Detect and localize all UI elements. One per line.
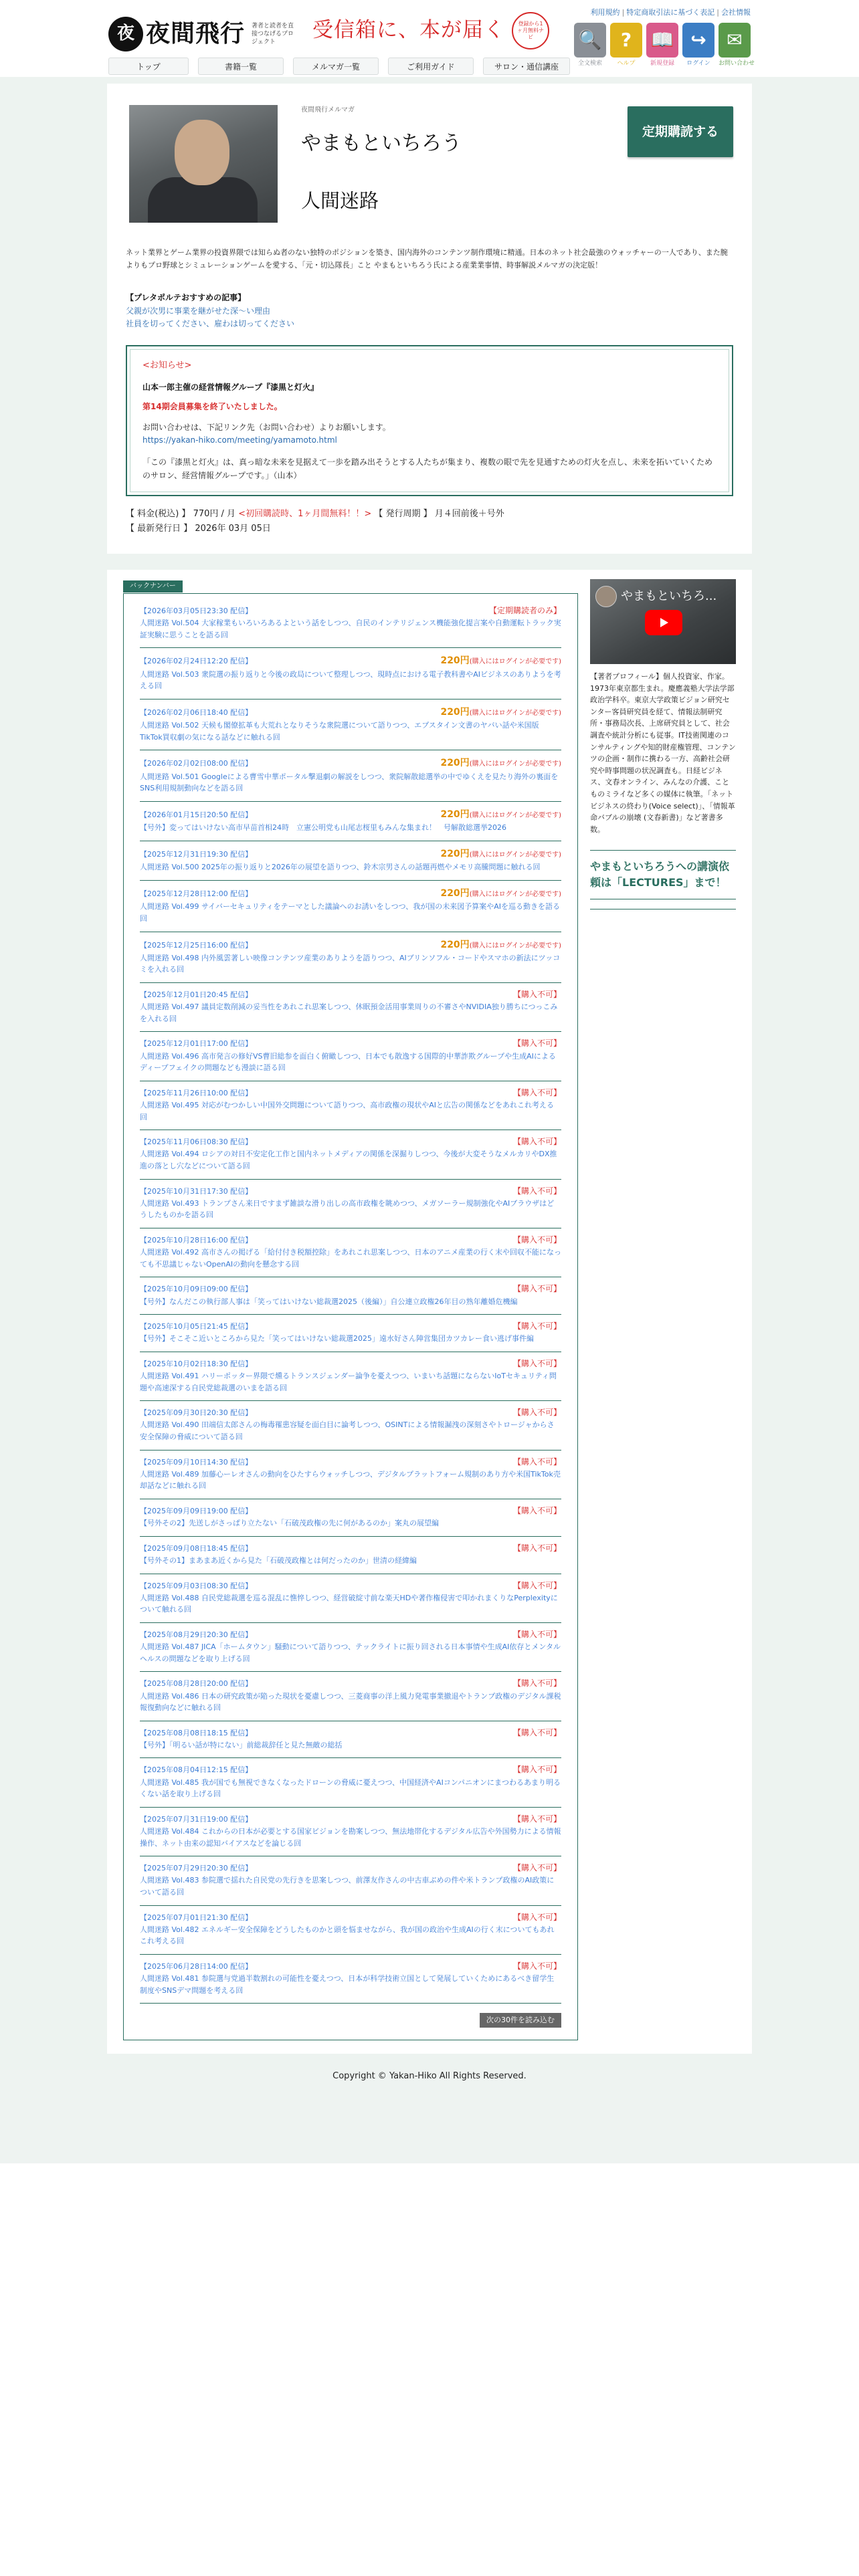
backnumber-section (123, 579, 578, 2040)
lecture-banner[interactable] (590, 850, 736, 899)
issue-title-link[interactable]: 【号外その2】先送しがさっぱり立たない「石破茂政権の先に何があるのか」案丸の展望編 (140, 1519, 439, 1528)
issue-item[interactable] (140, 1955, 561, 2004)
youtube-video[interactable] (590, 579, 736, 664)
issue-date: 【2025年10月02日18:30 配信】 (140, 1359, 253, 1368)
latest-label: 【 最新発行日 】 (126, 523, 193, 534)
issue-status: 【購入不可】 (512, 1186, 561, 1196)
issue-price[interactable]: 220円 (440, 848, 470, 859)
issue-title-link[interactable]: 人間迷路 Vol.481 参院選与党過半数割れの可能性を憂えつつ、日本が科学技術立国として発展していくためにあるべき留学生制度やSNSデマ問題を考える回 (140, 1974, 555, 1995)
header-icon-group (574, 23, 755, 68)
logo-text: 夜間飛行 (146, 19, 246, 47)
issue-header (140, 1960, 561, 1973)
issue-item[interactable] (140, 1081, 561, 1130)
issue-title-link[interactable]: 人間迷路 Vol.500 2025年の振り返りと2026年の展望を語りつつ、鈴木宗男さんの話題再燃やメモリ高騰問題に触れる回 (140, 863, 541, 872)
issue-date: 【2026年03月05日23:30 配信】 (140, 606, 253, 615)
contact-button[interactable] (719, 23, 755, 68)
login-label: ログイン (686, 60, 710, 67)
issue-title-link[interactable]: 人間迷路 Vol.502 天候も閣僚拡革も大荒れとなりそうな衆院選について語りつつ、エプスタイン文書のヤバい話や米国版TikTok買収劇の気になる話などに触れる回 (140, 721, 539, 742)
issue-status (440, 705, 561, 720)
notice-closed: 第14期会員募集を終了いたしました。 (142, 401, 282, 411)
issue-item[interactable] (140, 1672, 561, 1721)
issue-title-link[interactable]: 人間迷路 Vol.497 議員定数削減の妥当性をあれこれ思案しつつ、休眠預金活用事業周りの不審さやNVIDIA独り勝ちにつっこみを入れる回 (140, 1002, 558, 1023)
issue-header (140, 1234, 561, 1247)
issue-price[interactable]: 220円 (440, 706, 470, 718)
issue-item[interactable] (140, 1574, 561, 1623)
search-button[interactable] (574, 23, 606, 68)
issue-item[interactable] (140, 599, 561, 648)
channel-avatar (595, 586, 617, 607)
issue-title-link[interactable]: 人間迷路 Vol.486 日本の研究政策が陥った現状を憂慮しつつ、三菱商事の洋上風力発電事業撤退やトランプ政権のデジタル課税報復動向などに触れる回 (140, 1691, 561, 1713)
issue-status: 【購入不可】 (512, 1457, 561, 1467)
issue-date: 【2025年09月09日19:00 配信】 (140, 1507, 253, 1516)
top-links: 利用規約 | 特定商取引法に基づく表記 | 会社情報 (590, 8, 751, 17)
issue-item[interactable] (140, 1352, 561, 1401)
magazine-intro: ネット業界とゲーム業界の投資界隈では知らぬ者のない独特のポジションを築き、国内海外のコンテンツ制作環境に精通。日本のネット社会最強のウォッチャーの一人であり、また腕よりもプロ野球とシミュレーションゲームを愛する、「元・切込隊長」こと やまもといちろう氏による産業業事情、時事解説メルマガの決定版！ (126, 248, 728, 270)
recommended-link[interactable]: 父親が次男に事業を継がせた深〜い理由 (126, 306, 271, 316)
issue-header (140, 1320, 561, 1333)
issue-title-link[interactable]: 人間迷路 Vol.484 これからの日本が必要とする国家ビジョンを勘案しつつ、無法地帯化するデジタル広告や外国勢力による情報操作、ネット由来の認知バイアスなどを論じる回 (140, 1827, 561, 1848)
publisher-label: 夜間飛行メルマガ (301, 106, 355, 114)
main-content (107, 570, 752, 2054)
notice-text: お問い合わせは、下記リンク先（お問い合わせ）よりお願いします。 (142, 423, 391, 433)
header-banner[interactable] (312, 12, 549, 49)
issue-item[interactable] (140, 648, 561, 700)
commerce-law-link[interactable]: 特定商取引法に基づく表記 (626, 8, 715, 17)
site-footer (0, 2070, 859, 2163)
issue-header (140, 1727, 561, 1739)
issue-title-link[interactable]: 人間迷路 Vol.501 Googleによる曹雪中華ポータル撃退劇の解説をしつつ、衆院解散総選挙の中でゆくえを見たり海外の裏面をSNS利用規制動向などを語る回 (140, 772, 559, 793)
issue-status: 【購入不可】 (512, 1235, 561, 1245)
issue-status (440, 756, 561, 770)
issue-header (140, 1911, 561, 1924)
subscription-meta (126, 507, 733, 536)
issue-header (140, 1505, 561, 1517)
issue-status (440, 847, 561, 861)
issue-item[interactable] (140, 1758, 561, 1807)
issue-status: 【定期購読者のみ】 (488, 605, 561, 615)
issue-title-link[interactable]: 人間迷路 Vol.493 トランプさん来日ですまず雑談な滑り出しの高市政権を眺めつつ、メガソーラー規制強化やAIブラウザはどうしたものかを語る回 (140, 1198, 555, 1220)
author-photo (129, 105, 278, 223)
notice-box (126, 345, 733, 496)
sidebar (590, 579, 736, 2040)
issue-status: 【購入不可】 (512, 990, 561, 1000)
main-background (0, 570, 859, 2070)
issue-status: 【購入不可】 (512, 1408, 561, 1418)
issue-date: 【2025年12月31日19:30 配信】 (140, 849, 253, 859)
notice-title: <お知らせ> (142, 360, 192, 370)
issue-price[interactable]: 220円 (440, 758, 470, 769)
issue-status: 【購入不可】 (512, 1912, 561, 1922)
issue-header (140, 705, 561, 720)
issue-status: 【購入不可】 (512, 1863, 561, 1873)
nav-books[interactable]: 書籍一覧 (198, 58, 284, 75)
main-nav (108, 58, 570, 75)
recommended-heading: 【プレタポルテおすすめの記事】 (126, 293, 246, 303)
issue-date: 【2025年12月01日20:45 配信】 (140, 990, 253, 1000)
issue-status: 【購入不可】 (512, 1580, 561, 1590)
lecture-text: やまもといちろうへの講演依頼は「LECTURES」まで！ (590, 860, 730, 889)
issue-login-note: (購入にはログインが必要です) (469, 851, 561, 859)
issue-title-link[interactable]: 人間迷路 Vol.499 サイバーセキュリティをテーマとした議論へのお誘いをしつつ、我が国の未来図予算案やAIを巡る動きを語る回 (140, 902, 560, 923)
issue-title-link[interactable]: 人間迷路 Vol.490 田端信太郎さんの梅毒罹患容疑を面白目に論考しつつ、OSINTによる情報漏洩の深刻さやトロージャからさ安全保障の脅威について語る回 (140, 1420, 555, 1442)
issue-status: 【購入不可】 (512, 1284, 561, 1294)
recommended-link[interactable]: 社員を切ってください、雇わは切ってください (126, 318, 295, 328)
issue-header (140, 938, 561, 952)
banner-badge: 登録から1ヶ月無料ナビ (512, 12, 549, 49)
issue-item[interactable] (140, 1277, 561, 1315)
issue-header (140, 886, 561, 901)
issue-title-link[interactable]: 人間迷路 Vol.488 自民党総裁選を巡る混乱に憔悴しつつ、経営破綻寸前な楽天HDや著作権侵害で叩かれまくりなPerplexityについて触れる回 (140, 1593, 558, 1614)
banner-text: 受信箱に、本が届く (312, 18, 505, 43)
issue-header (140, 1136, 561, 1148)
issue-title-link[interactable]: 【号外】「明るい話が特にない」前総裁辞任と見た無敵の総括 (140, 1740, 343, 1749)
issue-status: 【購入不可】 (512, 1321, 561, 1331)
issue-header (140, 807, 561, 822)
issue-status: 【購入不可】 (512, 1543, 561, 1553)
issue-item[interactable] (140, 1180, 561, 1228)
video-title: やまもといちろ... (621, 589, 717, 604)
issue-item[interactable] (140, 1451, 561, 1499)
issue-item[interactable] (140, 1808, 561, 1856)
issue-header (140, 1358, 561, 1370)
terms-link[interactable]: 利用規約 (590, 8, 620, 17)
issue-item[interactable] (140, 1315, 561, 1352)
issue-title-link[interactable]: 【号外】そこそこ近いところから見た「笑ってはいけない総裁選2025」遠水好さん陣営集団カツカレー食い逃げ事件編 (140, 1334, 534, 1344)
register-button[interactable] (646, 23, 678, 68)
issue-title-link[interactable]: 人間迷路 Vol.494 ロシアの対日不安定化工作と国内ネットメディアの関係を深掘りしつつ、今後が大変そうなメルカリやDX推進の落とし穴などについて語る回 (140, 1150, 557, 1170)
magazine-title: 人間迷路 (301, 189, 379, 212)
author-profile: 【著者プロフィール】個人投資家、作家。1973年東京都生まれ。慶應義塾大学法学部政治学科卒。東京大学政策ビジョン研究センター客員研究員を経て、情報法制研究所・事務局次長、上席研究員として、社会調査や統計分析にも従事。IT技術関連のコンサルティングや知的財産権管理、コンテンツの企画・制作に携わる一方、高齢社会研究や時事問題の状況調査も。日経ビジネス、文春オンライン、みんなの介護、ことものミライなど多くの媒体に執筆。「ネットビジネスの終わり(Voice select)」、「情報革命バブルの崩壊 (文春新書)」など著書多数。 (590, 672, 736, 834)
load-more-button[interactable]: 次の30件を読み込む (480, 2013, 561, 2028)
magazine-hero (107, 84, 752, 554)
issue-header (140, 847, 561, 861)
issue-date: 【2025年09月03日08:30 配信】 (140, 1581, 253, 1590)
issue-price[interactable]: 220円 (440, 939, 470, 950)
issue-header (140, 653, 561, 668)
issue-header (140, 1087, 561, 1099)
issue-title-link[interactable]: 人間迷路 Vol.485 我が国でも無視できなくなったドローンの脅威に憂えつつ、中国経済やAIコンパニオンにまつわるあまり明るくない話を取り上げる回 (140, 1778, 561, 1799)
nav-magazines[interactable]: メルマガ一覧 (293, 58, 379, 75)
issue-title-link[interactable]: 人間迷路 Vol.503 衆院選の振り返りと今後の政局について整理しつつ、現時点における電子教科書やAIビジネスのありようを考える回 (140, 669, 561, 691)
backnumber-list (123, 593, 578, 2040)
issue-login-note: (購入にはログインが必要です) (469, 811, 561, 819)
mail-icon: ✉ (719, 23, 751, 58)
issue-item[interactable] (140, 1130, 561, 1179)
issue-title-link[interactable]: 人間迷路 Vol.496 高市発言の修好VS曹旧総参を面白く俯瞰しつつ、日本でも散逸する国際的中華詐欺グループや生成AIによるディープフェイクの問題なども漫談に語る回 (140, 1051, 556, 1073)
issue-date: 【2025年08月29日20:30 配信】 (140, 1630, 253, 1639)
issue-header (140, 1406, 561, 1419)
author-name: やまもといちろう (301, 132, 462, 155)
issue-title-link[interactable]: 人間迷路 Vol.489 加藤心ーレオさんの動向をひたすらウォッチしつつ、デジタルプラットフォーム規制のあり方や米国TikTok売却話などに触れる回 (140, 1469, 561, 1491)
issue-status: 【購入不可】 (512, 1358, 561, 1368)
issue-date: 【2025年11月26日10:00 配信】 (140, 1088, 253, 1097)
issue-item[interactable] (140, 750, 561, 802)
help-button[interactable] (610, 23, 642, 68)
issue-header (140, 1677, 561, 1690)
issue-header (140, 1283, 561, 1295)
issue-date: 【2025年10月05日21:45 配信】 (140, 1322, 253, 1331)
company-info-link[interactable]: 会社情報 (721, 8, 751, 17)
question-icon: ? (610, 23, 642, 58)
login-button[interactable] (682, 23, 714, 68)
issue-item[interactable] (140, 1228, 561, 1277)
issue-price[interactable]: 220円 (440, 809, 470, 820)
issue-date: 【2025年12月28日12:00 配信】 (140, 889, 253, 898)
subscribe-button[interactable]: 定期購読する (628, 106, 733, 157)
issue-title-link[interactable]: 人間迷路 Vol.495 対応がむつかしい中国外交問題について語りつつ、高市政権の現状やAIと広告の関係などをあれこれ考える回 (140, 1101, 555, 1121)
issue-item[interactable] (140, 983, 561, 1032)
issue-status: 【購入不可】 (512, 1629, 561, 1639)
issue-item[interactable] (140, 1623, 561, 1672)
site-logo[interactable] (108, 15, 297, 53)
issue-header (140, 1628, 561, 1641)
contact-label: お問い合わせ (719, 60, 755, 67)
issue-header (140, 1185, 561, 1198)
issue-date: 【2025年07月29日20:30 配信】 (140, 1864, 253, 1873)
play-icon[interactable] (645, 610, 682, 635)
issue-date: 【2025年07月31日19:00 配信】 (140, 1814, 253, 1824)
copyright: Copyright © Yakan-Hiko All Rights Reserved. (332, 2071, 527, 2082)
issue-date: 【2025年10月31日17:30 配信】 (140, 1186, 253, 1196)
issue-title-link[interactable]: 【号外その1】まあまあ近くから見た「石破茂政権とは何だったのか」世清の経緯編 (140, 1555, 417, 1565)
issue-status: 【購入不可】 (512, 1679, 561, 1689)
nav-top[interactable]: トップ (108, 58, 189, 75)
issue-login-note: (購入にはログインが必要です) (469, 658, 561, 666)
issue-status: 【購入不可】 (512, 1039, 561, 1049)
issue-date: 【2025年09月08日18:45 配信】 (140, 1543, 253, 1553)
issue-title-link[interactable]: 【号外】なんだこの執行部人事は「笑ってはいけない総裁選2025（後編）」自公連立政権26年目の熟年離婚危機編 (140, 1297, 518, 1306)
issue-date: 【2025年09月10日14:30 配信】 (140, 1457, 253, 1467)
author-row (126, 98, 733, 217)
issue-header (140, 1580, 561, 1592)
issue-date: 【2026年02月24日12:20 配信】 (140, 657, 253, 666)
content-background (0, 77, 859, 570)
issue-header (140, 1862, 561, 1874)
issue-status (440, 653, 561, 668)
issue-title-link[interactable]: 人間迷路 Vol.482 エネルギー安全保障をどうしたものかと頭を悩ませながら、我が国の政治や生成AIの行く末についてもあれこれ考える回 (140, 1925, 555, 1946)
issue-date: 【2026年02月02日08:00 配信】 (140, 759, 253, 768)
issue-status: 【購入不可】 (512, 1137, 561, 1147)
issue-item[interactable] (140, 881, 561, 932)
issue-login-note: (購入にはログインが必要です) (469, 709, 561, 717)
issue-header (140, 605, 561, 617)
issue-header (140, 1456, 561, 1469)
nav-guide[interactable]: ご利用ガイド (388, 58, 474, 75)
issue-item[interactable] (140, 1401, 561, 1450)
cycle-value: 月４回前後＋号外 (434, 508, 504, 519)
issue-price[interactable]: 220円 (440, 655, 470, 667)
issue-header (140, 1813, 561, 1826)
issue-status: 【購入不可】 (512, 1765, 561, 1775)
logo-mark: 夜 (108, 17, 143, 51)
issue-login-note: (購入にはログインが必要です) (469, 760, 561, 768)
help-label: ヘルプ (617, 60, 636, 67)
backnumber-tab: バックナンバー (123, 580, 183, 593)
issue-header (140, 1542, 561, 1555)
issue-title-link[interactable]: 人間迷路 Vol.483 参院選で揺れた自民党の先行きを思案しつつ、前澤友作さんの中古車ぶめの件や米トランプ政権のAI政策について語る回 (140, 1876, 555, 1897)
notice-quote: 「この『漆黒と灯火』は、真っ暗な未来を見据えて一歩を踏み出そうとする人たちが集まり、複数の眼で先を見通すための灯火を点し、未来を拓いていくためのサロン、経営情報グループです。」（山本） (142, 457, 713, 480)
issue-title-link[interactable]: 人間迷路 Vol.498 内外風雲著しい映像コンテンツ産業のありようを語りつつ、AIブリンソフル・コードやスマホの新法にツッコミを入れる回 (140, 953, 561, 974)
issue-date: 【2025年12月01日17:00 配信】 (140, 1039, 253, 1049)
logo-tagline: 著者と読者を直接つなげるプロジェクト (252, 22, 294, 45)
latest-value: 2026年 03月 05日 (195, 523, 271, 534)
issue-item[interactable] (140, 932, 561, 984)
issue-date: 【2026年01月15日20:50 配信】 (140, 810, 253, 819)
site-header (108, 0, 755, 77)
issue-date: 【2025年06月28日14:00 配信】 (140, 1961, 253, 1971)
issue-item[interactable] (140, 1721, 561, 1759)
price-promo: <初回購読時、1ヶ月間無料！！> (238, 508, 372, 519)
issue-item[interactable] (140, 1499, 561, 1537)
nav-salon[interactable]: サロン・通信講座 (483, 58, 570, 75)
book-icon: 📖 (646, 23, 678, 58)
issue-item[interactable] (140, 1032, 561, 1081)
issue-date: 【2025年09月30日20:30 配信】 (140, 1408, 253, 1418)
issue-date: 【2026年02月06日18:40 配信】 (140, 708, 253, 717)
issue-status: 【購入不可】 (512, 1961, 561, 1971)
issue-date: 【2025年08月28日20:00 配信】 (140, 1679, 253, 1689)
issue-header (140, 988, 561, 1001)
notice-link[interactable]: https://yakan-hiko.com/meeting/yamamoto.html (142, 435, 337, 445)
search-label: 全文検索 (577, 60, 602, 67)
issue-status (440, 807, 561, 822)
issue-header (140, 1763, 561, 1776)
cycle-label: 【 発行周期 】 (374, 508, 432, 519)
issue-title-link[interactable]: 人間迷路 Vol.491 ハリーポッター界隈で燻るトランスジェンダー論争を憂えつつ、いまいち話題にならないIoTセキュリティ問題や高速深する自民党総裁選のいまを語る回 (140, 1372, 557, 1392)
issue-title-link[interactable]: 人間迷路 Vol.487 JICA「ホームタウン」騒動について語りつつ、テックライトに振り回される日本事情や生成AI依存とメンタルヘルスの問題などを取り上げる回 (140, 1642, 561, 1663)
issue-item[interactable] (140, 1906, 561, 1955)
issue-status: 【購入不可】 (512, 1506, 561, 1516)
issue-status: 【購入不可】 (512, 1727, 561, 1737)
issue-header (140, 1037, 561, 1050)
issue-date: 【2025年07月01日21:30 配信】 (140, 1913, 253, 1922)
issue-date: 【2025年08月04日12:15 配信】 (140, 1765, 253, 1775)
login-icon: ↪ (682, 23, 714, 58)
issue-login-note: (購入にはログインが必要です) (469, 942, 561, 950)
issue-login-note: (購入にはログインが必要です) (469, 890, 561, 898)
issue-item[interactable] (140, 841, 561, 881)
issue-date: 【2025年10月09日09:00 配信】 (140, 1285, 253, 1294)
issue-title-link[interactable]: 【号外】変ってはいけない高市早苗首相24時 立憲公明党も山尾志桜里もみんな集まれ！ 号解散総選挙2026 (140, 823, 506, 833)
issue-status: 【購入不可】 (512, 1814, 561, 1824)
issue-status: 【購入不可】 (512, 1087, 561, 1097)
price-label: 【 料金(税込) 】 (126, 508, 191, 519)
issue-item[interactable] (140, 700, 561, 751)
issue-price[interactable]: 220円 (440, 887, 470, 899)
price-value: 770円 / 月 (193, 508, 236, 519)
issue-date: 【2025年08月08日18:15 配信】 (140, 1728, 253, 1737)
load-more-wrap (140, 2013, 561, 2028)
issue-title-link[interactable]: 人間迷路 Vol.504 大家稼業もいろいろあるよという話をしつつ、自民のインテリジェンス機能強化提言案や自動運転トラック実証実験に思うことを語る回 (140, 619, 561, 639)
issue-date: 【2025年10月28日16:00 配信】 (140, 1235, 253, 1245)
issue-title-link[interactable]: 人間迷路 Vol.492 高市さんの掲げる「給付付き税額控除」をあれこれ思案しつつ、日本のアニメ産業の行く末や回収不能になっても不思議じゃないOpenAIの動向を懸念する回 (140, 1248, 561, 1269)
issue-item[interactable] (140, 1537, 561, 1574)
issue-header (140, 756, 561, 770)
notice-group-name: 山本一郎主催の経営情報グループ『漆黒と灯火』 (142, 382, 319, 392)
issue-date: 【2025年11月06日08:30 配信】 (140, 1138, 253, 1147)
issue-status (440, 886, 561, 901)
register-label: 新規登録 (650, 60, 674, 67)
issue-item[interactable] (140, 802, 561, 841)
magnifier-icon: 🔍 (574, 23, 606, 58)
issue-item[interactable] (140, 1856, 561, 1905)
issue-status (440, 938, 561, 952)
issue-date: 【2025年12月25日16:00 配信】 (140, 940, 253, 950)
